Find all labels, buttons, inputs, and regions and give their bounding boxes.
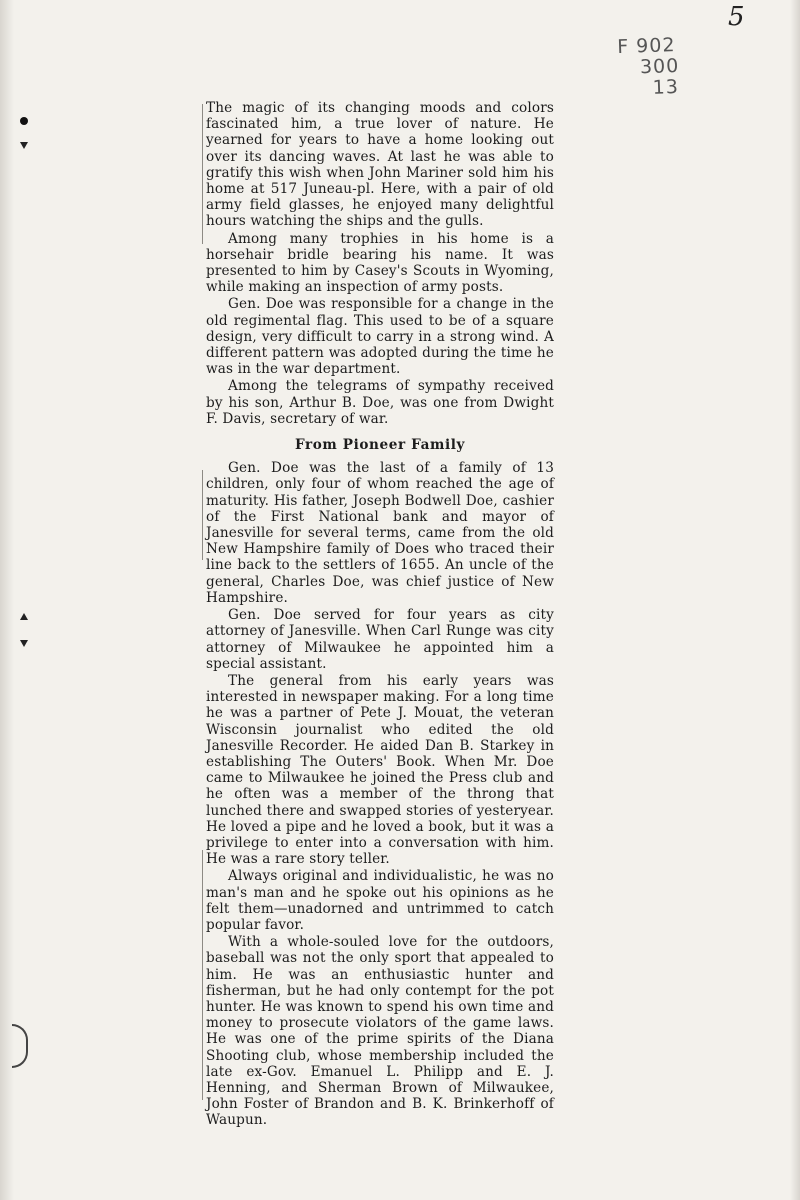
page-number: 5: [728, 2, 745, 32]
margin-triangle-icon: [20, 640, 28, 647]
article-paragraph: The magic of its changing moods and colors fascinated him, a true lover of nature. He yearned for years to have a home looking out over its dancing waves. At last he was able to gratify this wish when John Mariner sold him his home at 517 Juneau-pl. Here, with a pair of old army field glasses, he enjoyed many delightful hours watching the ships and the gulls.: [206, 100, 554, 230]
column-rule: [202, 104, 203, 244]
article-paragraph: Always original and individualistic, he was no man's man and he spoke out his opinions as he felt them—unadorned and untrimmed to catch popular favor.: [206, 868, 554, 933]
column-rule: [202, 850, 203, 1100]
catalog-note: [617, 35, 680, 100]
scan-edge-right: [790, 0, 800, 1200]
article-paragraph: Among the telegrams of sympathy received by his son, Arthur B. Doe, was one from Dwight F. Davis, secretary of war.: [206, 378, 554, 427]
catalog-note-line: 300: [639, 54, 680, 79]
scan-edge-left: [0, 0, 14, 1200]
column-rule: [202, 470, 203, 560]
catalog-note-line: 13: [652, 75, 680, 99]
article-paragraph: Gen. Doe was the last of a family of 13 children, only four of whom reached the age of maturity. His father, Joseph Bodwell Doe, cashier of the First National bank and mayor of Janesville for several terms, came from the old New Hampshire family of Does who traced their line back to the settlers of 1655. An uncle of the general, Charles Doe, was chief justice of New Hampshire.: [206, 460, 554, 606]
news-article: [206, 100, 554, 1130]
article-paragraph: With a whole-souled love for the outdoors, baseball was not the only sport that appealed to him. He was an enthusiastic hunter and fisherman, but he had only contempt for the pot hunter. He was known to spend his own time and money to prosecute violators of the game laws. He was one of the prime spirits of the Diana Shooting club, whose membership included the late ex-Gov. Emanuel L. Philipp and E. J. Henning, and Sherman Brown of Milwaukee, John Foster of Brandon and B. K. Brinkerhoff of Waupun.: [206, 934, 554, 1129]
binder-ring-icon: [12, 1024, 28, 1068]
article-paragraph: The general from his early years was interested in newspaper making. For a long time he was a partner of Pete J. Mouat, the veteran Wisconsin journalist who edited the old Janesville Recorder. He aided Dan B. Starkey in establishing The Outers' Book. When Mr. Doe came to Milwaukee he joined the Press club and he often was a member of the throng that lunched there and swapped stories of yesteryear. He loved a pipe and he loved a book, but it was a privilege to enter into a conversation with him. He was a rare story teller.: [206, 672, 554, 868]
article-paragraph: Gen. Doe was responsible for a change in the old regimental flag. This used to be of a square design, very difficult to carry in a strong wind. A different pattern was adopted during the time he was in the war department.: [206, 296, 554, 378]
catalog-note-line: F 902: [616, 34, 676, 59]
article-paragraph: Gen. Doe served for four years as city attorney of Janesville. When Carl Runge was city attorney of Milwaukee he appointed him a special assistant.: [206, 607, 554, 672]
margin-triangle-icon: [20, 142, 28, 149]
margin-dot-icon: [20, 117, 28, 125]
article-subheading: From Pioneer Family: [294, 437, 465, 454]
article-paragraph: Among many trophies in his home is a horsehair bridle bearing his name. It was presented to him by Casey's Scouts in Wyoming, while making an inspection of army posts.: [206, 230, 554, 296]
margin-triangle-icon: [20, 613, 28, 620]
